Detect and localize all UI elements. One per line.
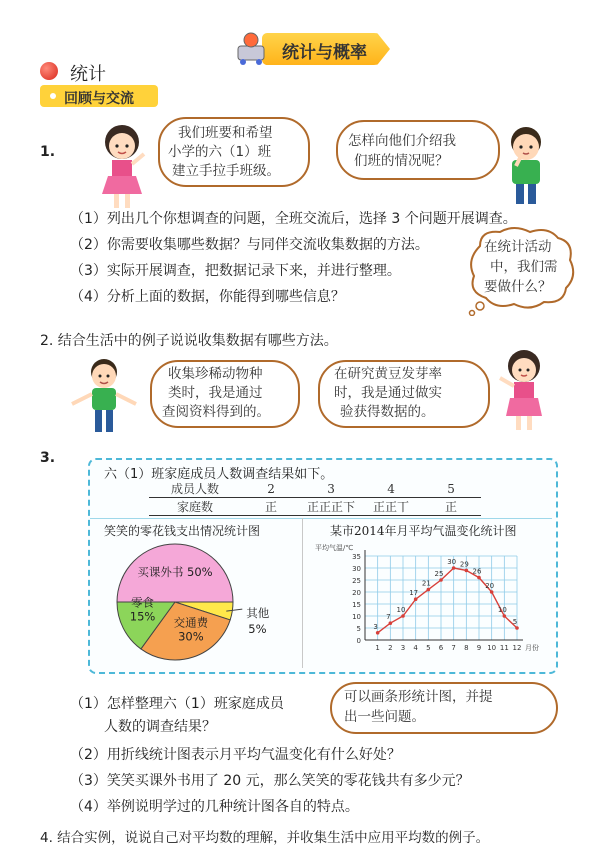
speech-bubble-books-line-3: 查阅资料得到的。 (162, 404, 270, 420)
pie-slice-label: 零食 (131, 595, 155, 610)
x-tick-label: 3 (400, 644, 406, 652)
speech-bubble-girl-line-3: 建立手拉手班级。 (172, 163, 280, 179)
chapter-title: 统计与概率 (282, 43, 367, 63)
speech-bubble-experiment-line-2: 时，我是通过做实 (334, 385, 442, 401)
section-dot-icon (40, 62, 58, 80)
y-tick-label: 20 (352, 589, 361, 597)
pie-slice-value: 5% (248, 622, 267, 637)
data-label: 5 (512, 618, 518, 626)
question-1-number: 1. (40, 144, 56, 160)
table-cell: 正 (421, 498, 481, 516)
data-label: 7 (386, 613, 391, 622)
speech-bubble-books-line-2: 类时，我是通过 (168, 385, 263, 401)
survey-table-header-row (149, 480, 481, 498)
x-axis-label: 月份 (525, 644, 539, 652)
table-header: 4 (361, 480, 421, 498)
subsection-title: 回顾与交流 (64, 91, 134, 107)
q1-item-2: （2）你需要收集哪些数据？与同伴交流收集数据的方法。 (70, 237, 429, 253)
y-tick-label: 35 (352, 553, 361, 561)
section-title: 统计 (70, 64, 106, 85)
x-tick-label: 10 (487, 644, 497, 652)
q1-item-1: （1）列出几个你想调查的问题，全班交流后，选择 3 个问题开展调查。 (70, 211, 517, 227)
table-header: 成员人数 (149, 480, 241, 498)
data-label: 26 (472, 567, 482, 576)
temperature-point (414, 597, 418, 601)
girl-illustration (92, 120, 154, 212)
table-cell: 正正丅 (361, 498, 421, 516)
x-tick-label: 12 (512, 644, 522, 652)
data-label: 17 (409, 589, 419, 598)
thought-cloud-line-1: 在统计活动 (484, 239, 552, 255)
y-tick-label: 25 (352, 577, 361, 585)
temperature-point (427, 588, 431, 592)
temperature-point (376, 631, 380, 635)
q3-item-3: （3）笑笑买课外书用了 20 元，那么笑笑的零花钱共有多少元？ (70, 773, 470, 789)
girl-pointing-illustration (494, 344, 554, 434)
x-tick-label: 5 (426, 644, 431, 652)
bullet-icon (50, 93, 56, 99)
boy-illustration (496, 122, 556, 208)
question-3-number: 3. (40, 450, 56, 466)
pie-slice-value: 15% (129, 609, 156, 624)
pie-chart-title: 笑笑的零花钱支出情况统计图 (104, 524, 261, 538)
data-label: 29 (459, 560, 469, 569)
pie-slice-label: 其他 (246, 606, 270, 621)
line-chart-title: 某市2014年月平均气温变化统计图 (330, 524, 517, 538)
data-label: 21 (421, 579, 431, 588)
x-tick-label: 2 (388, 644, 393, 652)
temperature-point (490, 590, 494, 594)
q1-item-4: （4）分析上面的数据，你能得到哪些信息？ (70, 289, 345, 305)
speech-bubble-answer-line-2: 出一些问题。 (344, 709, 425, 725)
table-header: 5 (421, 480, 481, 498)
thought-cloud-line-3: 要做什么？ (484, 279, 552, 295)
thought-cloud-line-2: 中，我们需 (490, 259, 558, 275)
question-2-text: 2. 结合生活中的例子说说收集数据有哪些方法。 (40, 333, 338, 349)
survey-table-title: 六（1）班家庭成员人数调查结果如下。 (104, 467, 334, 482)
y-tick-label: 10 (352, 613, 361, 621)
y-tick-label: 30 (352, 565, 361, 573)
data-label: 3 (373, 622, 378, 631)
temperature-point (515, 626, 519, 630)
pie-chart (110, 540, 300, 668)
table-header: 2 (241, 480, 301, 498)
table-cell: 正 (241, 498, 301, 516)
table-cell: 正正正下 (301, 498, 361, 516)
temperature-point (439, 578, 443, 582)
speech-bubble-boy-line-2: 们班的情况呢？ (354, 153, 449, 169)
q3-item-4: （4）举例说明学过的几种统计图各自的特点。 (70, 799, 359, 815)
y-tick-label: 5 (356, 625, 361, 633)
frame-divider (90, 518, 552, 519)
data-label: 30 (447, 558, 457, 566)
line-chart (305, 538, 550, 668)
q3-item-1-line-2: 人数的调查结果？ (104, 719, 216, 735)
temperature-point (477, 576, 481, 580)
temperature-point (401, 614, 405, 618)
temperature-line (378, 568, 517, 633)
x-tick-label: 8 (464, 644, 469, 652)
chart-divider (302, 518, 303, 668)
q3-item-1-line-1: （1）怎样整理六（1）班家庭成员 (70, 696, 284, 712)
pie-slice-value: 30% (178, 629, 204, 644)
x-tick-label: 4 (413, 644, 418, 652)
q1-item-3: （3）实际开展调查，把数据记录下来，并进行整理。 (70, 263, 401, 279)
x-tick-label: 11 (499, 644, 509, 652)
x-tick-label: 6 (438, 644, 444, 652)
question-4-text: 4. 结合实例，说说自己对平均数的理解，并收集生活中应用平均数的例子。 (40, 830, 490, 846)
table-header: 3 (301, 480, 361, 498)
table-cell: 家庭数 (149, 498, 241, 516)
speech-bubble-girl-line-2: 小学的六（1）班 (168, 144, 272, 160)
q3-item-2: （2）用折线统计图表示月平均气温变化有什么好处？ (70, 747, 401, 763)
x-tick-label: 1 (375, 644, 380, 652)
temperature-point (503, 614, 507, 618)
pie-slice-label: 买课外书 50% (137, 565, 213, 580)
survey-table-row (149, 498, 481, 516)
pie-slice-label: 交通费 (173, 615, 209, 630)
speech-bubble-experiment-line-1: 在研究黄豆发芽率 (334, 366, 442, 382)
temperature-point (452, 566, 456, 570)
y-tick-label: 15 (352, 601, 361, 609)
y-tick-label: 0 (356, 637, 361, 645)
x-tick-label: 9 (476, 644, 482, 652)
speech-bubble-girl-line-1: 我们班要和希望 (178, 125, 273, 141)
survey-table (149, 480, 481, 516)
temperature-point (465, 569, 469, 573)
robot-icon (232, 28, 272, 68)
data-label: 25 (434, 570, 444, 578)
speech-bubble-answer-line-1: 可以画条形统计图，并提 (344, 689, 493, 705)
temperature-point (389, 621, 393, 625)
y-axis-label: 平均气温/℃ (315, 544, 354, 552)
speech-bubble-experiment-line-3: 验获得数据的。 (340, 404, 435, 420)
speech-bubble-books-line-1: 收集珍稀动物种 (168, 366, 263, 382)
x-tick-label: 7 (451, 644, 456, 652)
data-label: 10 (396, 606, 406, 614)
data-label: 10 (497, 606, 507, 614)
speech-bubble-boy-line-1: 怎样向他们介绍我 (348, 133, 456, 149)
data-label: 20 (485, 582, 495, 590)
boy-with-book-illustration (64, 356, 144, 438)
